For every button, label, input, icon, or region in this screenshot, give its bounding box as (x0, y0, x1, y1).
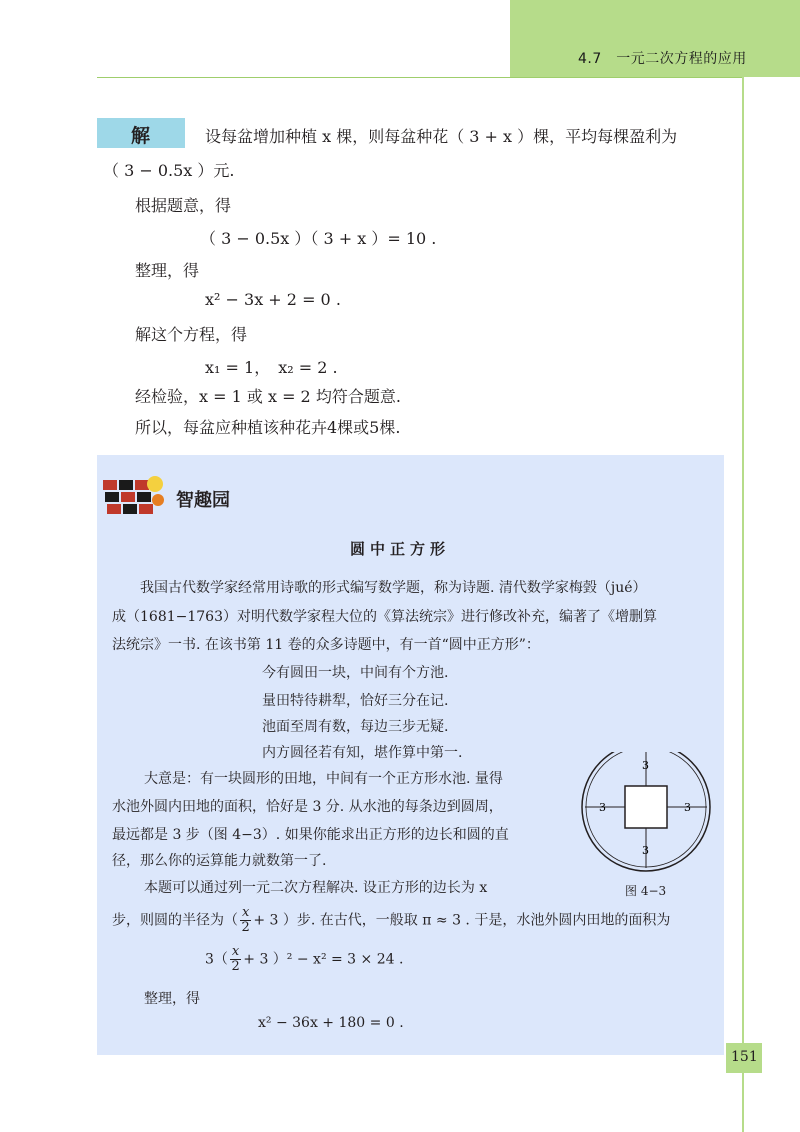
equation: x₁ = 1， x₂ = 2 . (205, 358, 338, 377)
paragraph-line: 径，那么你的运算能力就数第一了. (112, 853, 327, 869)
fraction (240, 906, 251, 935)
solution-line: 设每盆增加种植 x 棵，则每盆种花（ 3 + x ）棵，平均每棵盈利为 (205, 127, 678, 146)
solution-line: 经检验，x = 1 或 x = 2 均符合题意. (135, 387, 401, 406)
solution-line: （ 3 − 0.5x ）元. (103, 161, 235, 180)
label-left: 3 (599, 801, 606, 814)
paragraph-line: 成（1681−1763）对明代数学家程大位的《算法统宗》进行修改补充，编著了《增删算 (112, 609, 657, 625)
fun-garden-title: 智趣园 (176, 490, 230, 511)
section-title: 4.7 一元二次方程的应用 (578, 51, 747, 67)
equation: x² − 3x + 2 = 0 . (205, 290, 341, 309)
page-number-box (726, 1043, 762, 1073)
poem-line: 内方圆径若有知，堪作算中第一. (262, 745, 463, 761)
label-bottom: 3 (642, 844, 649, 857)
solution-tag (97, 118, 185, 148)
fun-garden-icon (103, 472, 169, 520)
solution-line: 根据题意，得 (135, 196, 232, 215)
solution-line: 解这个方程，得 (135, 325, 248, 344)
equation (205, 945, 403, 974)
paragraph-line: 最远都是 3 步（图 4−3）. 如果你能求出正方形的边长和圆的直 (112, 827, 509, 843)
text-segment: 3（ (205, 951, 228, 968)
equation: x² − 36x + 180 = 0 . (258, 1015, 404, 1031)
poem-title: 圆中正方形 (349, 540, 450, 558)
solution-tag-label: 解 (131, 125, 151, 147)
poem-line: 今有圆田一块，中间有个方池. (262, 665, 449, 681)
circle-square-figure (580, 752, 718, 882)
fraction-numerator: x (242, 905, 250, 920)
paragraph-line (112, 906, 670, 935)
header-rule (97, 77, 742, 78)
paragraph-line: 水池外圆内田地的面积，恰好是 3 分. 从水池的每条边到圆周， (112, 799, 503, 815)
text-segment: 步，则圆的半径为（ (112, 912, 238, 929)
fraction (230, 945, 241, 974)
paragraph-line: 我国古代数学家经常用诗歌的形式编写数学题，称为诗题. 清代数学家梅瑴（jué） (140, 580, 647, 596)
square-pond (625, 786, 667, 828)
solution-line: 所以，每盆应种植该种花卉4棵或5棵. (135, 418, 401, 437)
paragraph-line: 本题可以通过列一元二次方程解决. 设正方形的边长为 x (144, 880, 488, 896)
poem-line: 量田特待耕犁，恰好三分在记. (262, 693, 449, 709)
equation: （ 3 − 0.5x ）（ 3 + x ）= 10 . (200, 229, 437, 248)
fraction-denominator: 2 (231, 959, 240, 974)
figure-caption: 图 4−3 (625, 884, 667, 898)
paragraph-line: 法统宗》一书. 在该书第 11 卷的众多诗题中，有一首“圆中正方形”： (112, 637, 540, 653)
text-segment: + 3 ）² − x² = 3 × 24 . (243, 951, 404, 968)
paragraph-line: 大意是：有一块圆形的田地，中间有一个正方形水池. 量得 (144, 771, 503, 787)
margin-rule (742, 77, 744, 1132)
page-number: 151 (731, 1049, 758, 1065)
text-segment: + 3 ）步. 在古代，一般取 π ≈ 3 . 于是，水池外圆内田地的面积为 (253, 912, 671, 929)
fraction-numerator: x (231, 944, 240, 959)
paragraph-line: 整理，得 (144, 991, 200, 1007)
poem-line: 池面至周有数，每边三步无疑. (262, 719, 449, 735)
label-top: 3 (642, 759, 649, 772)
label-right: 3 (684, 801, 691, 814)
solution-line: 整理，得 (135, 261, 200, 280)
fraction-denominator: 2 (241, 920, 250, 935)
